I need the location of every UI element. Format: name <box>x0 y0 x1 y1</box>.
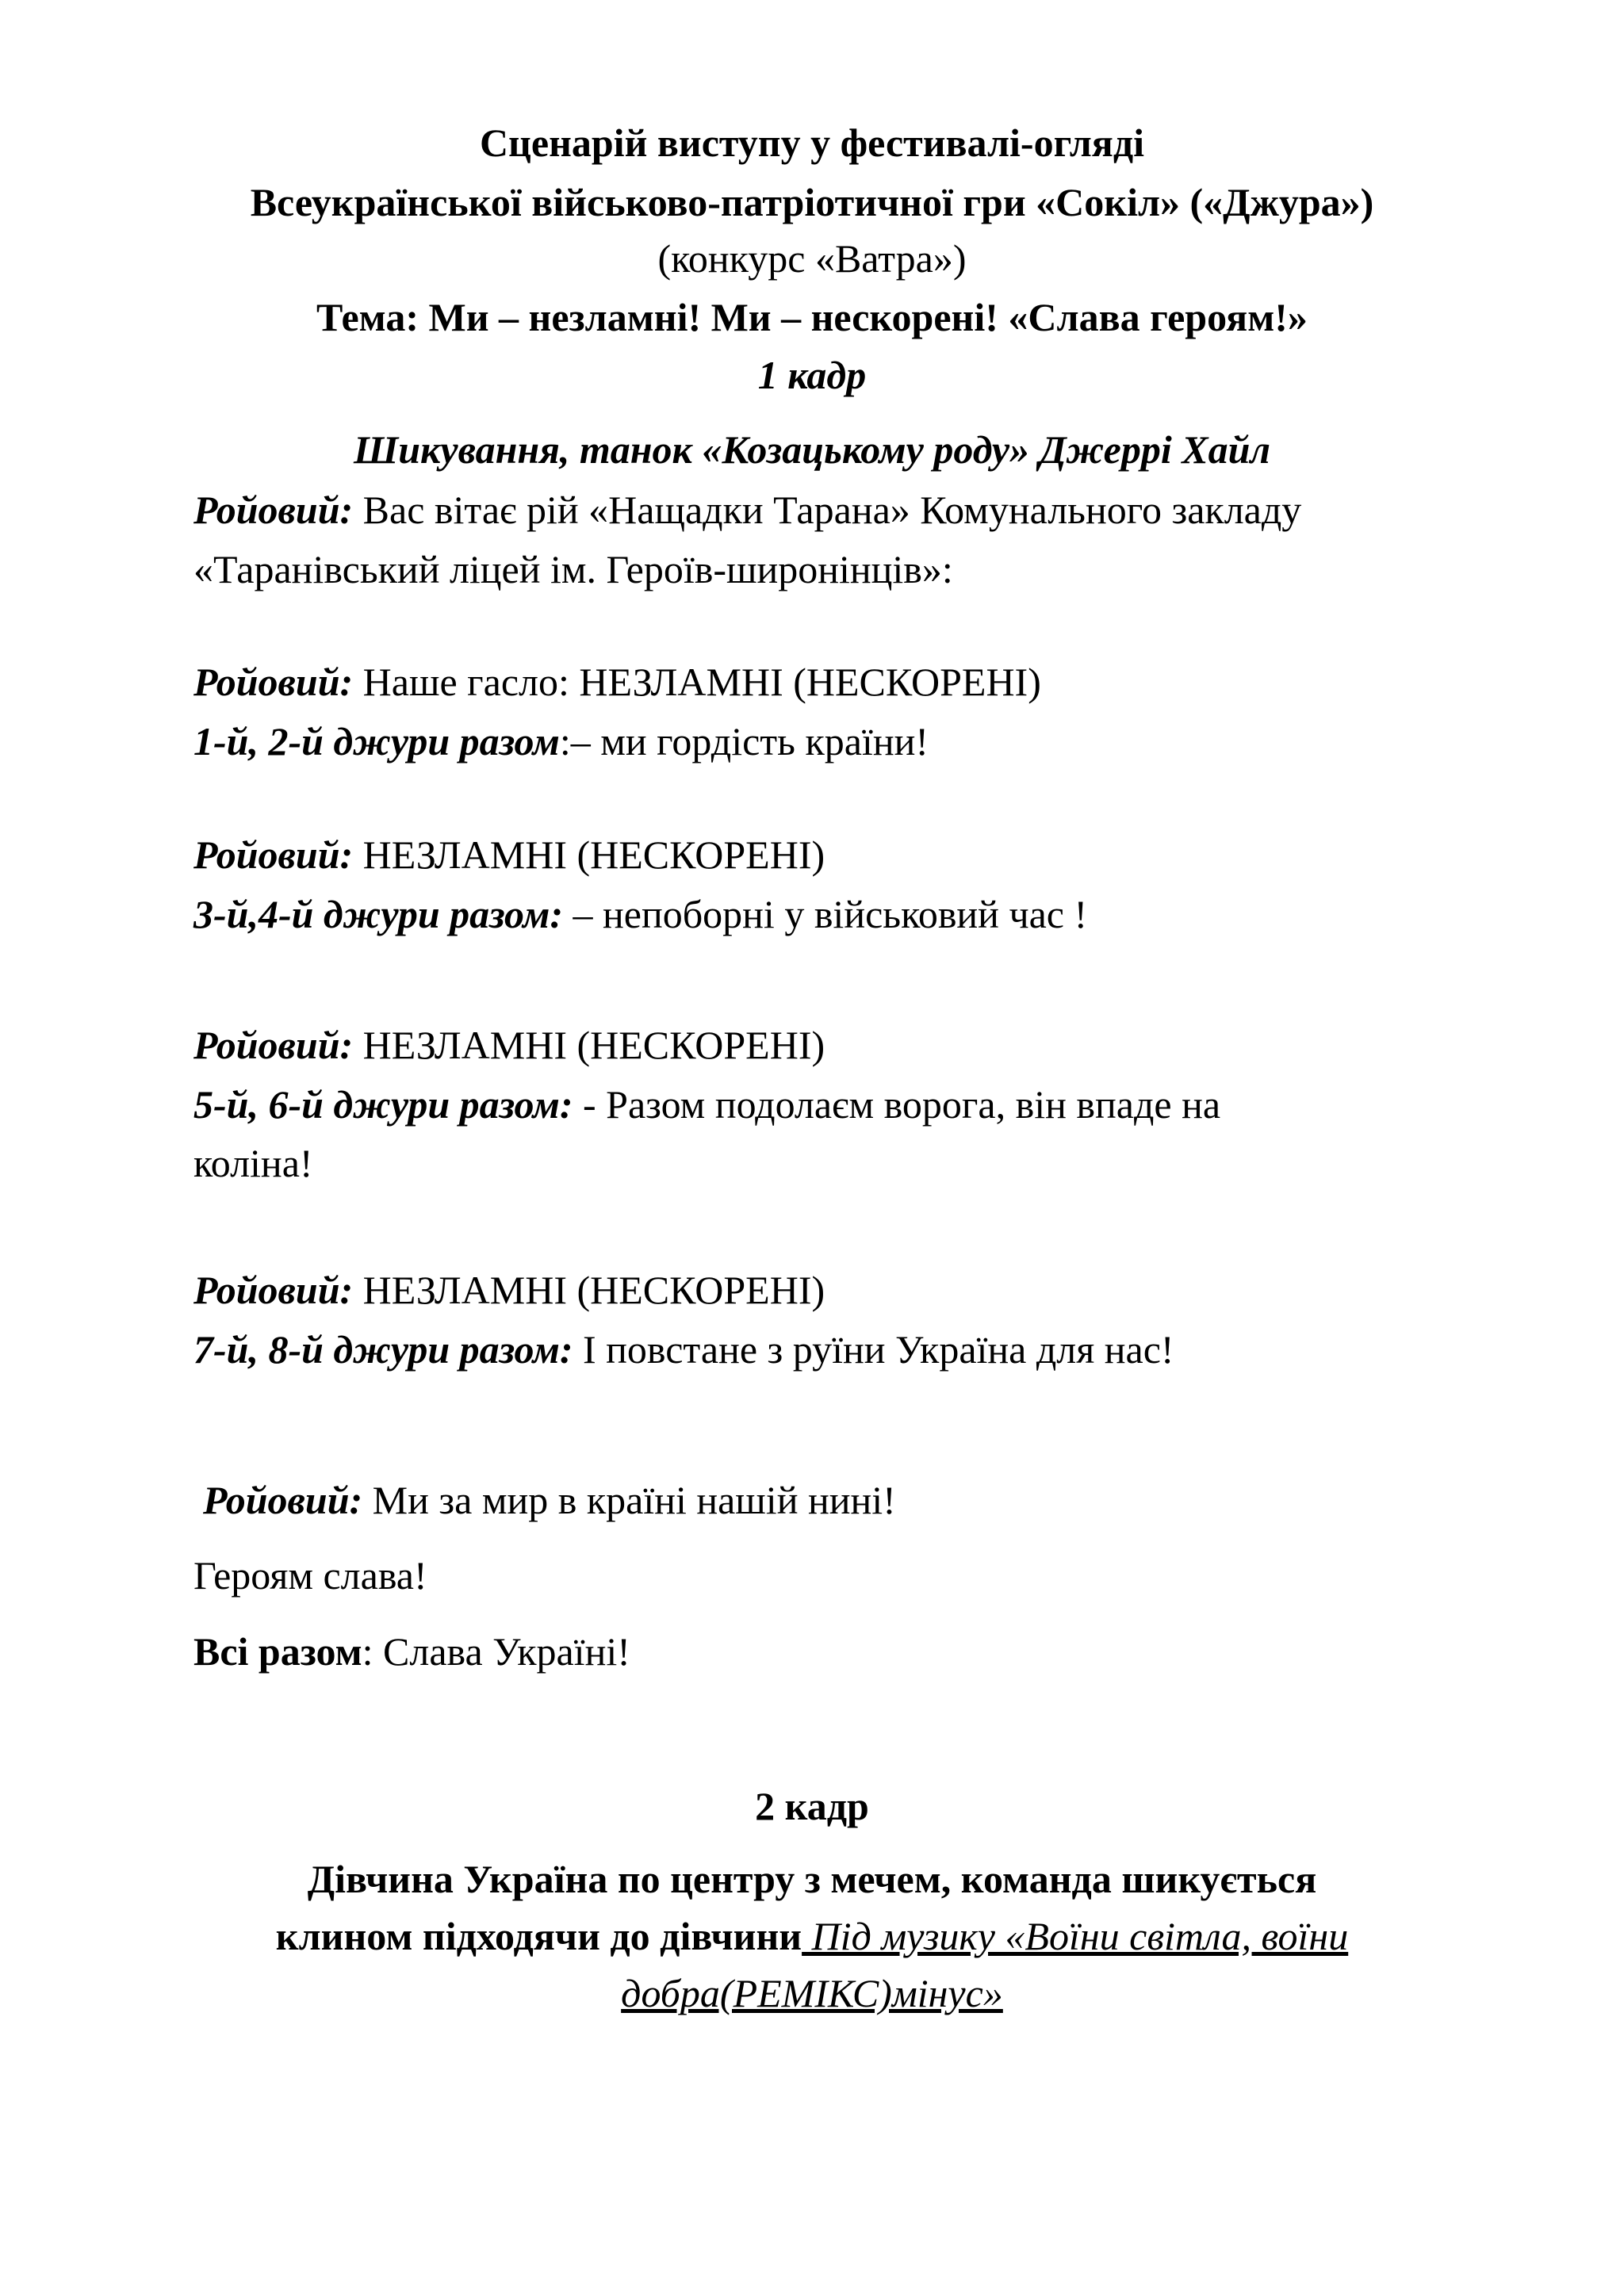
all-together-line <box>193 1628 630 1675</box>
title-line-1: Сценарій виступу у фестивалі-огляді <box>479 121 1145 165</box>
all-text: : Слава Україні! <box>362 1629 630 1674</box>
call-text: НЕЗЛАМНІ (НЕСКОРЕНІ) <box>353 1268 825 1312</box>
scene-2-heading: 2 кадр <box>755 1784 869 1828</box>
scene-2-desc-bold: клином підходячи до дівчини <box>275 1914 802 1958</box>
call-text: НЕЗЛАМНІ (НЕСКОРЕНІ) <box>353 832 825 877</box>
exchange-3-response <box>193 1081 1220 1128</box>
speaker-label: Ройовий: <box>193 1023 354 1067</box>
call-text: Наше гасло: НЕЗЛАМНІ (НЕСКОРЕНІ) <box>353 660 1041 704</box>
response-text: – непоборні у військовий час ! <box>563 892 1088 936</box>
heroes-glory-line: Героям слава! <box>193 1553 427 1598</box>
exchange-2-response <box>193 890 1087 938</box>
exchange-4-response <box>193 1326 1174 1373</box>
exchange-2-call <box>193 831 825 878</box>
response-speaker-label: 1-й, 2-й джури разом <box>193 719 560 763</box>
exchange-3-call <box>193 1021 825 1069</box>
call-text: НЕЗЛАМНІ (НЕСКОРЕНІ) <box>353 1023 825 1067</box>
speaker-label: Ройовий: <box>193 660 354 704</box>
intro-line-1 <box>193 486 1301 534</box>
response-speaker-label: 5-й, 6-й джури разом: <box>193 1082 573 1127</box>
closing-text: Ми за мир в країні нашій нині! <box>362 1478 896 1522</box>
exchange-4-call <box>193 1266 825 1314</box>
intro-line-2: «Таранівський ліцей ім. Героїв-широнінців»: <box>193 547 953 591</box>
response-text: :– ми гордість країни! <box>559 719 929 763</box>
scene-2-desc-line-1: Дівчина Україна по центру з мечем, команда шикується <box>307 1857 1317 1901</box>
intro-text-1: Вас вітає рій «Нащадки Тарана» Комунального закладу <box>353 488 1302 532</box>
theme-heading: Тема: Ми – незламні! Ми – нескорені! «Слава героям!» <box>316 295 1308 339</box>
speaker-label: Ройовий: <box>193 488 354 532</box>
scene-2-music-text-cont: добра(РЕМІКС)мінус» <box>621 1971 1003 2015</box>
response-text: - Разом подолаєм ворога, він впаде на <box>573 1082 1221 1127</box>
speaker-label: Ройовий: <box>193 832 354 877</box>
closing-line <box>203 1476 896 1524</box>
speaker-label: Ройовий: <box>193 1268 354 1312</box>
all-speaker-label: Всі разом <box>193 1629 362 1674</box>
response-speaker-label: 3-й,4-й джури разом: <box>193 892 564 936</box>
scene-1-subtitle: Шикування, танок «Козацькому роду» Джеррі Хайл <box>353 427 1271 472</box>
response-text: І повстане з руїни Україна для нас! <box>573 1327 1174 1372</box>
response-speaker-label: 7-й, 8-й джури разом: <box>193 1327 573 1372</box>
title-line-3: (конкурс «Ватра») <box>657 236 967 281</box>
scene-1-heading: 1 кадр <box>757 353 867 397</box>
exchange-1-call <box>193 658 1041 706</box>
scene-2-desc-line-2 <box>0 1912 1624 1960</box>
title-line-2: Всеукраїнської військово-патріотичної гри «Сокіл» («Джура») <box>250 180 1374 224</box>
exchange-3-response-cont: коліна! <box>193 1141 313 1185</box>
exchange-1-response <box>193 718 929 765</box>
speaker-label: Ройовий: <box>203 1478 363 1522</box>
scene-2-music-text: Під музику «Воїни світла, воїни <box>802 1914 1349 1958</box>
